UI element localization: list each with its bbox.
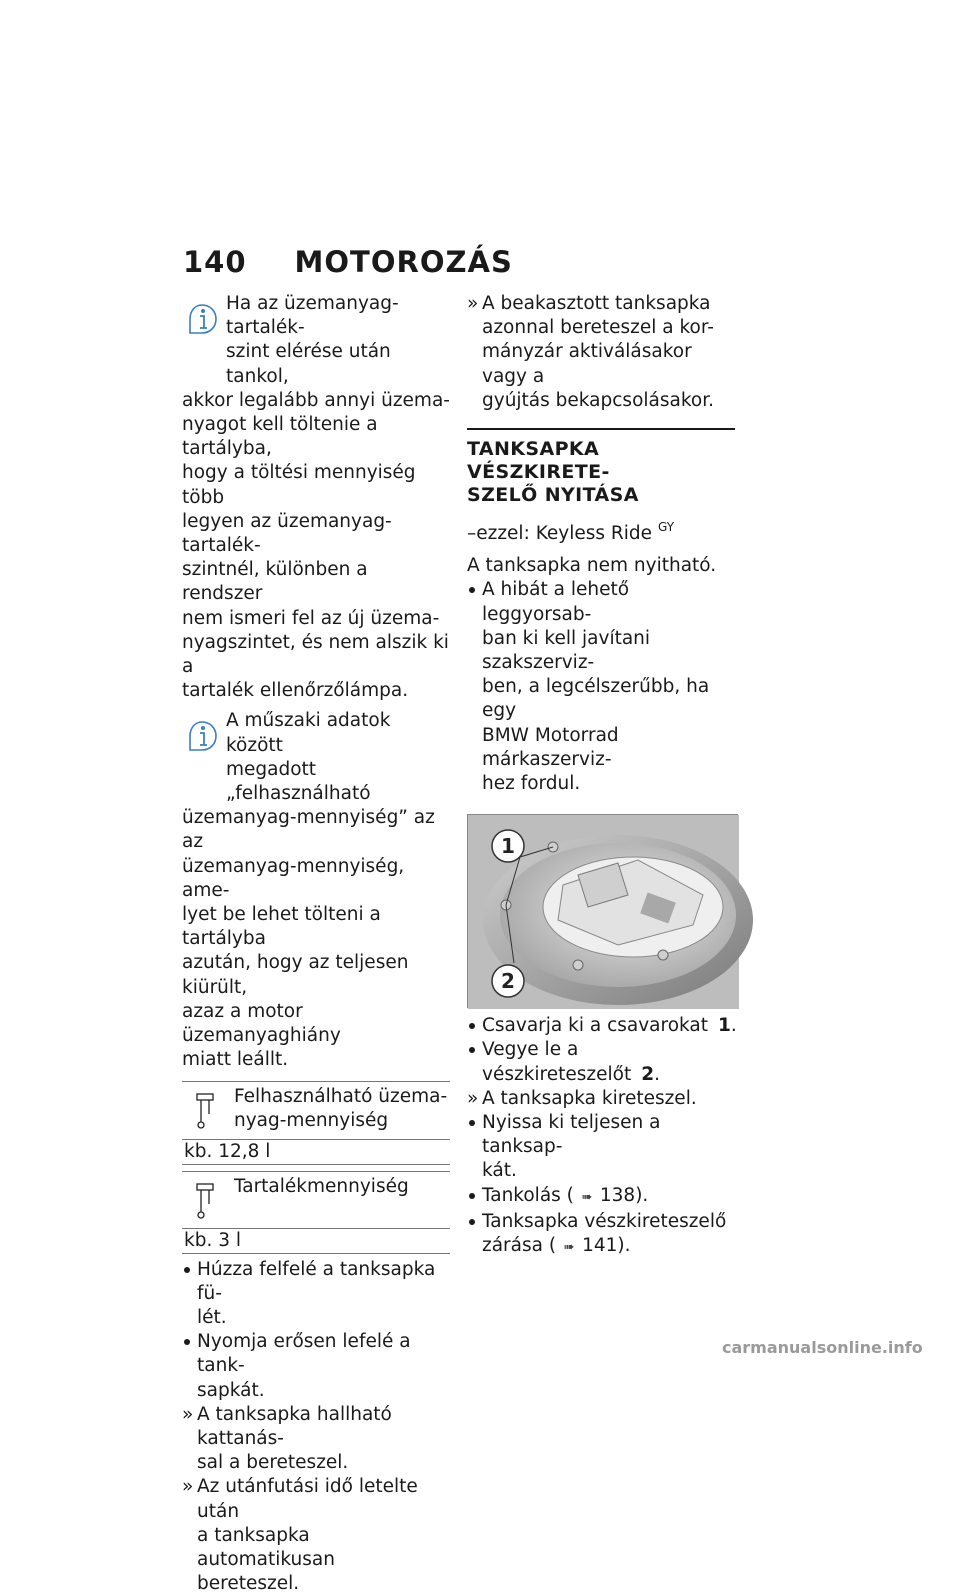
left-column bbox=[182, 292, 450, 1596]
list-item-line: hez fordul. bbox=[482, 772, 739, 796]
info-note-line: miatt leállt. bbox=[182, 1048, 450, 1072]
page-number: 140 bbox=[183, 245, 247, 279]
page-reference-arrow-icon: ➠ bbox=[574, 1186, 600, 1210]
chapter-title: MOTOROZÁS bbox=[295, 245, 513, 279]
list-item-result bbox=[467, 292, 739, 413]
callout-ref: 2 bbox=[641, 1064, 654, 1085]
result-marker: » bbox=[467, 1087, 481, 1111]
info-note-line: tartalék ellenőrzőlámpa. bbox=[182, 679, 450, 703]
list-item-line: BMW Motorrad márkaszerviz- bbox=[482, 724, 739, 772]
spec-reserve-value: kb. 3 l bbox=[182, 1229, 450, 1254]
spec-label-line: nyag-mennyiség bbox=[234, 1109, 450, 1133]
info-note-line: azaz a motor üzemanyaghiány bbox=[182, 1000, 450, 1048]
list-item-line: kát. bbox=[482, 1159, 739, 1183]
result-marker: » bbox=[467, 292, 481, 316]
intro-text: A tanksapka nem nyitható. bbox=[467, 554, 739, 578]
result-marker: » bbox=[182, 1475, 196, 1499]
list-item-line: lét. bbox=[197, 1306, 450, 1330]
list-item-line: Nyomja erősen lefelé a tank- bbox=[197, 1330, 450, 1378]
equipment-line bbox=[467, 515, 739, 546]
list-item-line: a tanksapka automatikusan bbox=[197, 1524, 450, 1572]
section-title-line: SZELŐ NYITÁSA bbox=[467, 484, 739, 507]
page-reference[interactable]: 141). bbox=[582, 1235, 630, 1256]
list-item-line: bereteszel. bbox=[197, 1572, 450, 1596]
equipment-code: GY bbox=[658, 520, 674, 534]
info-icon bbox=[182, 298, 222, 338]
fuel-pump-spec-icon bbox=[194, 1092, 216, 1130]
callout-2: 2 bbox=[501, 969, 515, 993]
procedure-steps bbox=[467, 1014, 739, 1260]
step-text: Tankolás ( bbox=[482, 1185, 574, 1206]
info-note-line: szintnél, különben a rendszer bbox=[182, 558, 450, 606]
info-note-first-line: megadott „felhasználható bbox=[182, 758, 450, 806]
info-note-line: azután, hogy az teljesen kiürült, bbox=[182, 951, 450, 999]
spec-table bbox=[182, 1081, 450, 1254]
step-text: zárása ( bbox=[482, 1235, 556, 1256]
info-note-first-line: A műszaki adatok között bbox=[182, 709, 450, 757]
watermark: carmanualsonline.info bbox=[722, 1338, 923, 1357]
fuel-pump-spec-icon bbox=[194, 1182, 216, 1220]
equipment-text: –ezzel: Keyless Ride bbox=[467, 523, 652, 544]
list-item-line: mányzár aktiválásakor vagy a bbox=[482, 340, 739, 388]
step-period: . bbox=[731, 1015, 737, 1036]
spec-usable-fuel-value: kb. 12,8 l bbox=[182, 1140, 450, 1165]
list-item bbox=[467, 1111, 739, 1184]
list-item-line: ban ki kell javítani szakszerviz- bbox=[482, 627, 739, 675]
fuel-cap-figure bbox=[467, 814, 738, 1008]
info-note-line: nyagot kell töltenie a tartályba, bbox=[182, 413, 450, 461]
list-item-line: sapkát. bbox=[197, 1379, 450, 1403]
callout-ref: 1 bbox=[718, 1015, 731, 1036]
list-item-line: A tanksapka hallható kattanás- bbox=[197, 1403, 450, 1451]
page-reference[interactable]: 138). bbox=[600, 1185, 648, 1206]
list-item bbox=[182, 1258, 450, 1331]
spec-label-line: Tartalékmennyiség bbox=[234, 1175, 450, 1199]
step-text: A tanksapka kireteszel. bbox=[482, 1088, 697, 1109]
list-item bbox=[467, 1014, 739, 1038]
list-item-line: A hibát a lehető leggyorsab- bbox=[482, 578, 739, 626]
closing-steps bbox=[182, 1258, 450, 1596]
info-note-line: üzemanyag-mennyiség” az az bbox=[182, 806, 450, 854]
list-item-line: azonnal bereteszel a kor- bbox=[482, 316, 739, 340]
info-note-usable-fuel bbox=[182, 709, 450, 1072]
list-item-line: gyújtás bekapcsolásakor. bbox=[482, 389, 739, 413]
list-item bbox=[467, 1038, 739, 1086]
info-note-line: legyen az üzemanyag-tartalék- bbox=[182, 510, 450, 558]
info-note-line: nem ismeri fel az új üzema- bbox=[182, 607, 450, 631]
info-note-line: lyet be lehet tölteni a tartályba bbox=[182, 903, 450, 951]
info-note-first-line: szint elérése után tankol, bbox=[182, 340, 450, 388]
list-item-result bbox=[467, 1087, 739, 1111]
list-item-line: Nyissa ki teljesen a tanksap- bbox=[482, 1111, 739, 1159]
list-item-line: Húzza felfelé a tanksapka fü- bbox=[197, 1258, 450, 1306]
section-divider bbox=[467, 428, 735, 430]
list-item-line: sal a bereteszel. bbox=[197, 1451, 450, 1475]
list-item-line: Az utánfutási idő letelte után bbox=[197, 1475, 450, 1523]
result-marker: » bbox=[182, 1403, 196, 1427]
info-note-line: hogy a töltési mennyiség több bbox=[182, 461, 450, 509]
list-item bbox=[182, 1330, 450, 1403]
spec-usable-fuel-label bbox=[182, 1082, 450, 1140]
step-text: Csavarja ki a csavarokat bbox=[482, 1015, 708, 1036]
info-note-line: akkor legalább annyi üzema- bbox=[182, 389, 450, 413]
list-item-line: Tanksapka vészkireteszelő bbox=[482, 1210, 739, 1234]
page-reference-arrow-icon: ➠ bbox=[556, 1236, 582, 1260]
list-item-result bbox=[182, 1475, 450, 1596]
section-title-line: TANKSAPKA VÉSZKIRETE- bbox=[467, 438, 739, 484]
info-note-reserve bbox=[182, 292, 450, 703]
list-item[interactable] bbox=[467, 1210, 739, 1260]
list-item-line: A beakasztott tanksapka bbox=[482, 292, 739, 316]
list-item[interactable] bbox=[467, 1184, 739, 1210]
spec-reserve-label bbox=[182, 1171, 450, 1229]
right-column bbox=[467, 292, 739, 1260]
info-note-line: nyagszintet, és nem alszik ki a bbox=[182, 631, 450, 679]
info-note-line: üzemanyag-mennyiség, ame- bbox=[182, 855, 450, 903]
section-title bbox=[467, 438, 739, 507]
list-item-result bbox=[182, 1403, 450, 1476]
fuel-cap-illustration bbox=[468, 815, 739, 1009]
list-item bbox=[467, 578, 739, 796]
page-header bbox=[183, 245, 513, 279]
step-text: Vegye le a vészkireteszelőt bbox=[482, 1039, 631, 1084]
info-icon bbox=[182, 715, 222, 755]
info-note-first-line: Ha az üzemanyag-tartalék- bbox=[182, 292, 450, 340]
callout-1: 1 bbox=[501, 834, 515, 858]
spec-label-line: Felhasználható üzema- bbox=[234, 1085, 450, 1109]
list-item-line: ben, a legcélszerűbb, ha egy bbox=[482, 675, 739, 723]
step-period: . bbox=[654, 1064, 660, 1085]
